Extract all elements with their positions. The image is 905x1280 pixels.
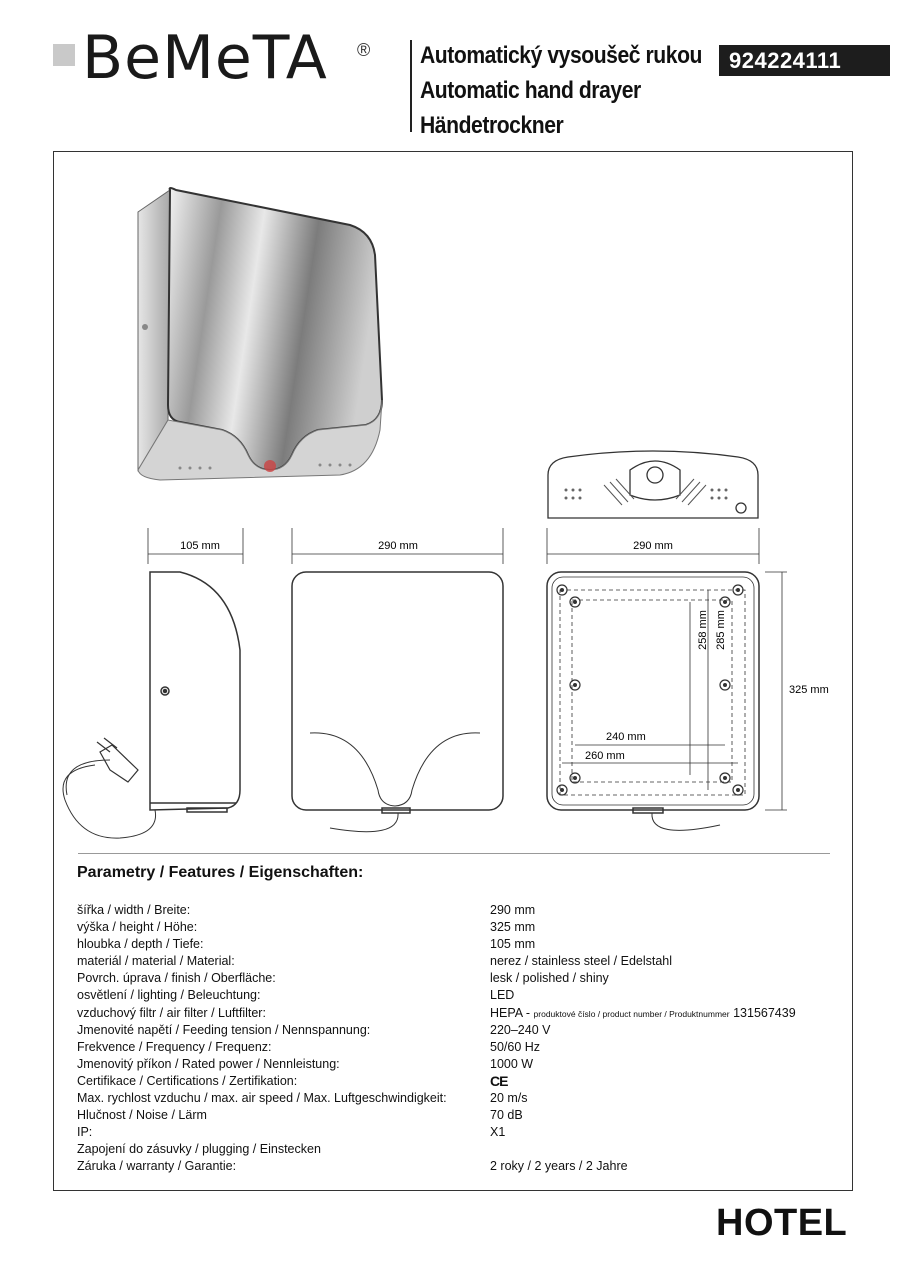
ce-mark-icon: CE: [490, 1072, 508, 1089]
spec-value: X1: [490, 1125, 506, 1140]
spec-value: 105 mm: [490, 937, 536, 952]
spec-row: [77, 970, 837, 987]
dim-hole-240: 240 mm: [606, 731, 646, 743]
spec-row: [77, 987, 837, 1004]
spec-row: [77, 1124, 837, 1141]
spec-row: [77, 919, 837, 936]
spec-value: nerez / stainless steel / Edelstahl: [490, 954, 673, 969]
registered-mark: ®: [357, 40, 371, 60]
spec-label: IP:: [77, 1125, 93, 1140]
spec-label: materiál / material / Material:: [77, 954, 235, 969]
dim-front-width: 290 mm: [378, 540, 418, 552]
section-divider: [78, 853, 830, 854]
product-code: 924224111: [719, 45, 890, 76]
back-view: [547, 572, 787, 830]
spec-label: Povrch. úprava / finish / Oberfläche:: [77, 971, 276, 986]
spec-value: [490, 1005, 796, 1023]
spec-label: Jmenovitý příkon / Rated power / Nennleistung:: [77, 1056, 340, 1071]
spec-row: [77, 936, 837, 953]
spec-row: [77, 1056, 837, 1073]
spec-label: vzduchový filtr / air filter / Luftfilter:: [77, 1005, 266, 1020]
dim-hole-258: 258 mm: [697, 610, 709, 650]
brand-logo: BeMeTA: [82, 23, 328, 93]
spec-label: Jmenovité napětí / Feeding tension / Nennspannung:: [77, 1022, 371, 1037]
spec-label: Záruka / warranty / Garantie:: [77, 1159, 237, 1174]
title-cz: Automatický vysoušeč rukou: [420, 42, 702, 69]
product-number-note: produktové číslo / product number / Produktnummer: [533, 1008, 730, 1019]
title-en: Automatic hand drayer: [420, 77, 641, 104]
spec-row: [77, 953, 837, 970]
filter-product-number: 131567439: [729, 1005, 796, 1020]
spec-value: 70 dB: [490, 1108, 523, 1123]
dim-height: 325 mm: [789, 684, 829, 696]
category-label: HOTEL: [716, 1202, 848, 1244]
spec-label: hloubka / depth / Tiefe:: [77, 937, 204, 952]
spec-label: Hlučnost / Noise / Lärm: [77, 1108, 207, 1123]
spec-value: 290 mm: [490, 903, 536, 917]
spec-row: [77, 1022, 837, 1039]
dim-depth: 105 mm: [180, 540, 220, 552]
spec-label: osvětlení / lighting / Beleuchtung:: [77, 988, 261, 1003]
spec-row: [77, 1090, 837, 1107]
spec-row: [77, 1039, 837, 1056]
dim-hole-285: 285 mm: [715, 610, 727, 650]
spec-label: Frekvence / Frequency / Frequenz:: [77, 1039, 272, 1054]
spec-value: 1000 W: [490, 1056, 534, 1071]
spec-label: Zapojení do zásuvky / plugging / Einstecken: [77, 1142, 321, 1157]
spec-label: výška / height / Höhe:: [77, 920, 198, 935]
dim-back-width: 290 mm: [633, 540, 673, 552]
bottom-view: [548, 451, 758, 518]
filter-type: HEPA -: [490, 1005, 534, 1020]
spec-row: [77, 1107, 837, 1124]
spec-label: Certifikace / Certifications / Zertifikation:: [77, 1073, 298, 1088]
spec-value: lesk / polished / shiny: [490, 971, 609, 986]
front-view: [292, 572, 503, 832]
spec-row: [77, 902, 837, 919]
spec-table: [77, 902, 837, 1176]
spec-label: Max. rychlost vzduchu / max. air speed / Max. Luftgeschwindigkeit:: [77, 1091, 447, 1106]
spec-value: LED: [490, 988, 515, 1003]
spec-label: šířka / width / Breite:: [77, 903, 191, 917]
spec-row: [77, 1073, 837, 1090]
spec-value: 2 roky / 2 years / 2 Jahre: [490, 1159, 628, 1174]
spec-row: [77, 1005, 837, 1022]
dim-hole-260: 260 mm: [585, 750, 625, 762]
spec-value: 20 m/s: [490, 1091, 528, 1106]
spec-value: 220–240 V: [490, 1022, 551, 1037]
spec-value: 50/60 Hz: [490, 1039, 541, 1054]
product-image: [138, 188, 382, 480]
spec-row: [77, 1158, 837, 1175]
spec-row: [77, 1141, 837, 1158]
spec-value: 325 mm: [490, 920, 536, 935]
title-de: Händetrockner: [420, 112, 564, 139]
side-view: [63, 572, 240, 838]
features-title: Parametry / Features / Eigenschaften:: [77, 864, 364, 881]
